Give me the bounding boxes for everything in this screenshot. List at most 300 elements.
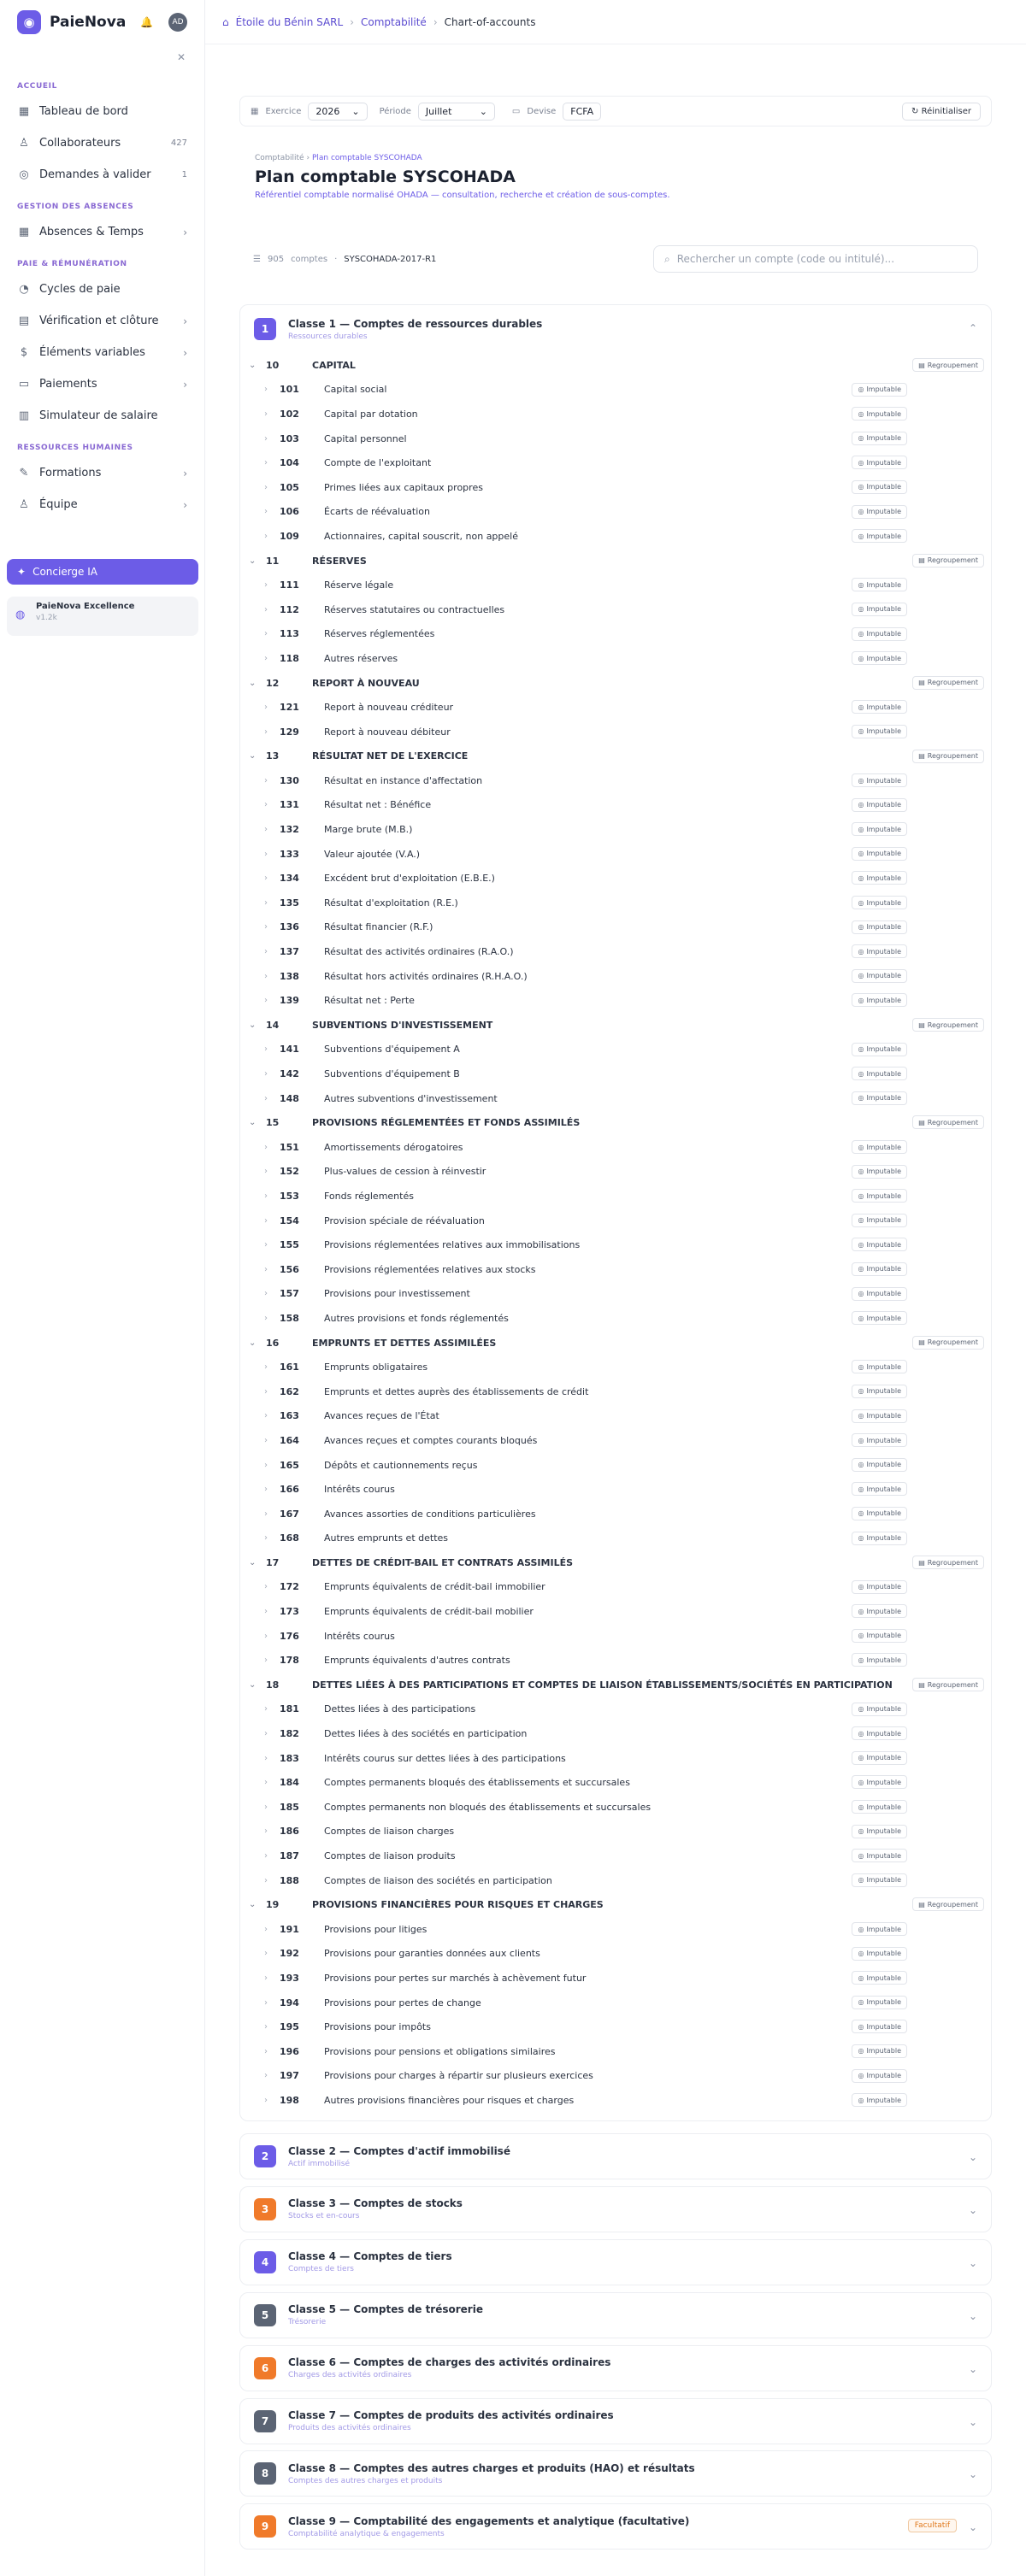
account-code: 134	[280, 873, 299, 885]
account-row[interactable]	[240, 891, 991, 915]
account-label: Provisions pour charges à répartir sur plusieurs exercices	[324, 2070, 593, 2082]
chevron-down-icon[interactable]: ⌄	[968, 2521, 977, 2534]
chevron-right-icon[interactable]: ›	[264, 1851, 268, 1861]
account-row[interactable]	[240, 1038, 991, 1062]
account-group[interactable]	[240, 1013, 991, 1038]
exercice-label: Exercice	[265, 106, 302, 116]
sidebar-section-title: ACCUEIL	[17, 82, 57, 91]
chevron-down-icon[interactable]: ⌄	[249, 1020, 256, 1030]
brand-version: v1.2k	[36, 614, 57, 622]
account-row[interactable]	[240, 524, 991, 549]
account-code: 193	[280, 1972, 299, 1984]
imputable-label: Imputable	[866, 580, 901, 589]
check-circle-icon: ◎	[858, 2047, 864, 2056]
chevron-right-icon[interactable]: ›	[264, 1704, 268, 1714]
account-count: 905	[267, 254, 285, 264]
chevron-down-icon[interactable]: ⌄	[249, 751, 256, 762]
account-row[interactable]	[240, 1721, 991, 1746]
class-header[interactable]	[240, 2134, 991, 2179]
account-row[interactable]	[240, 1844, 991, 1868]
class-title: Classe 5 — Comptes de trésorerie	[288, 2303, 483, 2316]
account-row[interactable]	[240, 402, 991, 426]
chevron-right-icon[interactable]: ›	[264, 1264, 268, 1274]
chevron-down-icon[interactable]: ⌄	[968, 2362, 977, 2375]
chevron-right-icon[interactable]: ›	[264, 1386, 268, 1397]
account-code: 168	[280, 1532, 299, 1544]
account-row[interactable]	[240, 1086, 991, 1111]
chevron-right-icon[interactable]: ›	[264, 1826, 268, 1837]
account-code: 172	[280, 1581, 299, 1593]
account-group[interactable]	[240, 671, 991, 696]
imputable-label: Imputable	[866, 434, 901, 443]
sidebar	[0, 0, 205, 2576]
class-header[interactable]	[240, 2346, 991, 2391]
imputable-badge	[852, 2044, 907, 2058]
account-row[interactable]	[240, 2014, 991, 2039]
chevron-right-icon[interactable]: ›	[264, 1607, 268, 1617]
chevron-right-icon[interactable]: ›	[264, 996, 268, 1006]
account-label: Réserves réglementées	[324, 628, 435, 640]
class-subtitle: Comptes de tiers	[288, 2265, 354, 2274]
sidebar-item[interactable]	[0, 368, 204, 400]
account-row[interactable]	[240, 1404, 991, 1429]
check-circle-icon: ◎	[858, 1950, 864, 1958]
account-row[interactable]	[240, 2064, 991, 2089]
sidebar-item[interactable]	[0, 400, 204, 432]
imputable-label: Imputable	[866, 1240, 901, 1249]
account-row[interactable]	[240, 1575, 991, 1600]
account-row[interactable]	[240, 1868, 991, 1893]
imputable-label: Imputable	[866, 727, 901, 736]
group-code: 16	[266, 1337, 280, 1349]
imputable-badge	[852, 1067, 907, 1080]
class-header[interactable]	[240, 2504, 991, 2549]
sidebar-item[interactable]	[0, 216, 204, 248]
pin-row	[0, 44, 204, 70]
chevron-right-icon[interactable]: ›	[264, 1362, 268, 1373]
account-row[interactable]	[240, 720, 991, 744]
chevron-down-icon[interactable]: ⌄	[968, 2309, 977, 2322]
class-badge: 2	[254, 2145, 276, 2167]
chevron-right-icon[interactable]: ›	[264, 825, 268, 835]
exercice-select[interactable]	[308, 103, 367, 121]
breadcrumb-org[interactable]: Étoile du Bénin SARL	[235, 15, 344, 28]
chevron-right-icon[interactable]: ›	[264, 1924, 268, 1934]
account-row[interactable]	[240, 1795, 991, 1820]
chevron-right-icon: ›	[183, 498, 187, 511]
chevron-right-icon[interactable]: ›	[264, 703, 268, 713]
chevron-down-icon[interactable]: ⌄	[968, 2468, 977, 2481]
account-row[interactable]	[240, 1820, 991, 1844]
regroupement-badge	[912, 1336, 984, 1350]
sidebar-item[interactable]	[0, 127, 204, 159]
chevron-down-icon[interactable]: ⌄	[968, 2203, 977, 2216]
chevron-right-icon[interactable]: ›	[264, 1069, 268, 1079]
account-row[interactable]	[240, 695, 991, 720]
chevron-down-icon[interactable]: ⌄	[249, 1679, 256, 1690]
account-label: Résultat en instance d'affectation	[324, 774, 483, 786]
imputable-badge	[852, 1604, 907, 1618]
account-code: 167	[280, 1508, 299, 1520]
account-row[interactable]	[240, 866, 991, 891]
account-row[interactable]	[240, 1697, 991, 1722]
chevron-right-icon[interactable]: ›	[264, 1460, 268, 1470]
chevron-right-icon[interactable]: ›	[264, 1802, 268, 1812]
chevron-right-icon[interactable]: ›	[264, 385, 268, 395]
chevron-right-icon[interactable]: ›	[264, 1729, 268, 1739]
check-circle-icon: ◎	[858, 508, 864, 516]
imputable-badge	[852, 2069, 907, 2083]
calculator-icon: ▥	[18, 409, 30, 422]
folder-icon: ▤	[918, 1558, 925, 1567]
chevron-right-icon[interactable]: ›	[264, 1093, 268, 1103]
account-row[interactable]	[240, 1991, 991, 2015]
sidebar-item[interactable]	[0, 337, 204, 368]
chevron-down-icon[interactable]: ⌄	[249, 360, 256, 370]
account-row[interactable]	[240, 597, 991, 622]
home-icon[interactable]: ⌂	[222, 15, 229, 28]
account-row[interactable]	[240, 1477, 991, 1502]
account-group[interactable]	[240, 744, 991, 769]
account-row[interactable]	[240, 1379, 991, 1404]
account-row[interactable]	[240, 1502, 991, 1526]
chevron-right-icon[interactable]: ›	[264, 1240, 268, 1250]
account-row[interactable]	[240, 646, 991, 671]
chevron-right-icon[interactable]: ›	[264, 653, 268, 663]
check-circle-icon: ◎	[858, 580, 864, 589]
account-row[interactable]	[240, 2088, 991, 2113]
account-row[interactable]	[240, 1428, 991, 1453]
breadcrumb-section[interactable]: Comptabilité	[361, 15, 427, 28]
devise-select[interactable]	[563, 103, 601, 121]
chevron-down-icon[interactable]: ⌄	[249, 1900, 256, 1910]
class-header[interactable]	[240, 2399, 991, 2444]
chevron-down-icon[interactable]: ⌄	[968, 2256, 977, 2269]
sidebar-item-label: Cycles de paie	[39, 283, 121, 296]
account-row[interactable]	[240, 1160, 991, 1185]
account-row[interactable]	[240, 1135, 991, 1160]
chevron-down-icon[interactable]: ⌄	[968, 2415, 977, 2428]
account-label: Valeur ajoutée (V.A.)	[324, 848, 421, 860]
account-row[interactable]	[240, 915, 991, 940]
chevron-right-icon[interactable]: ›	[264, 1533, 268, 1544]
account-row[interactable]	[240, 450, 991, 475]
account-row[interactable]	[240, 1306, 991, 1331]
chevron-right-icon[interactable]: ›	[264, 897, 268, 908]
chevron-right-icon[interactable]: ›	[264, 1753, 268, 1763]
account-row[interactable]	[240, 1282, 991, 1307]
chevron-right-icon[interactable]: ›	[264, 849, 268, 859]
account-row[interactable]	[240, 1257, 991, 1282]
class-badge: 4	[254, 2251, 276, 2273]
chevron-down-icon[interactable]: ⌄	[968, 2151, 977, 2163]
periode-select[interactable]	[418, 103, 495, 121]
chevron-right-icon[interactable]: ›	[264, 458, 268, 468]
imputable-label: Imputable	[866, 1827, 901, 1836]
regroupement-label: Regroupement	[927, 1680, 978, 1689]
sidebar-item-label: Formations	[39, 467, 102, 479]
chevron-right-icon[interactable]: ›	[264, 1215, 268, 1226]
account-row[interactable]	[240, 1232, 991, 1257]
account-label: Excédent brut d'exploitation (E.B.E.)	[324, 873, 495, 885]
class-subtitle: Actif immobilisé	[288, 2159, 350, 2168]
account-row[interactable]	[240, 475, 991, 500]
avatar[interactable]: AD	[168, 13, 187, 32]
account-label: Report à nouveau créditeur	[324, 702, 454, 714]
chevron-right-icon[interactable]: ›	[264, 1631, 268, 1641]
bell-icon[interactable]: 🔔	[140, 16, 153, 28]
imputable-label: Imputable	[866, 2096, 901, 2104]
account-row[interactable]	[240, 793, 991, 818]
chevron-right-icon[interactable]: ›	[264, 800, 268, 810]
imputable-badge	[852, 1825, 907, 1838]
account-label: Écarts de réévaluation	[324, 506, 430, 518]
account-code: 139	[280, 995, 299, 1007]
chevron-right-icon[interactable]: ›	[264, 1289, 268, 1299]
account-group[interactable]	[240, 1673, 991, 1697]
account-row[interactable]	[240, 1966, 991, 1991]
imputable-label: Imputable	[866, 801, 901, 809]
account-count-label: comptes	[291, 254, 328, 264]
account-row[interactable]	[240, 1184, 991, 1209]
imputable-badge	[852, 1214, 907, 1227]
check-circle-icon: ◎	[858, 605, 864, 614]
chevron-right-icon[interactable]: ›	[264, 2046, 268, 2056]
chevron-right-icon[interactable]: ›	[264, 1656, 268, 1666]
imputable-badge	[852, 1189, 907, 1203]
account-row[interactable]	[240, 426, 991, 451]
imputable-label: Imputable	[866, 898, 901, 907]
sidebar-item[interactable]	[0, 159, 204, 191]
chevron-down-icon[interactable]: ⌄	[249, 1557, 256, 1567]
account-row[interactable]	[240, 988, 991, 1013]
imputable-badge	[852, 603, 907, 616]
chevron-right-icon[interactable]: ›	[264, 580, 268, 591]
check-circle-icon: ◎	[858, 776, 864, 785]
sidebar-item[interactable]	[0, 489, 204, 520]
account-row[interactable]	[240, 500, 991, 525]
page-subtitle: Référentiel comptable normalisé OHADA — consultation, recherche et création de sous-comptes.	[255, 191, 670, 200]
imputable-label: Imputable	[866, 1632, 901, 1640]
account-code: 198	[280, 2094, 299, 2106]
class-1-card	[239, 304, 992, 2121]
sidebar-item[interactable]	[0, 96, 204, 127]
account-row[interactable]	[240, 1770, 991, 1795]
check-circle-icon: ◎	[858, 1216, 864, 1225]
imputable-label: Imputable	[866, 1876, 901, 1885]
account-group[interactable]	[240, 1550, 991, 1575]
account-code: 191	[280, 1923, 299, 1935]
account-code: 136	[280, 921, 299, 933]
account-row[interactable]	[240, 768, 991, 793]
account-row[interactable]	[240, 1599, 991, 1624]
chevron-right-icon[interactable]: ›	[264, 1875, 268, 1885]
account-row[interactable]	[240, 939, 991, 964]
refresh-icon: ↻	[911, 106, 919, 116]
account-label: Résultat net : Bénéfice	[324, 799, 432, 811]
class-card	[239, 2503, 992, 2550]
chevron-right-icon[interactable]: ›	[264, 507, 268, 517]
periode-value: Juillet	[425, 105, 452, 117]
account-label: Avances assorties de conditions particulières	[324, 1508, 536, 1520]
toolbar	[239, 243, 992, 275]
class-header[interactable]	[240, 2451, 991, 2496]
class-badge: 9	[254, 2515, 276, 2538]
logo-row	[0, 0, 204, 44]
account-row[interactable]	[240, 964, 991, 989]
account-row[interactable]	[240, 1062, 991, 1086]
imputable-label: Imputable	[866, 1998, 901, 2007]
account-group[interactable]	[240, 1110, 991, 1135]
account-row[interactable]	[240, 1526, 991, 1551]
imputable-badge	[852, 1849, 907, 1862]
account-row[interactable]	[240, 1942, 991, 1967]
chevron-right-icon[interactable]: ›	[264, 1044, 268, 1055]
account-label: Capital personnel	[324, 432, 407, 444]
account-row[interactable]	[240, 1746, 991, 1771]
account-code: 158	[280, 1312, 299, 1324]
chevron-right-icon[interactable]: ›	[264, 775, 268, 785]
check-circle-icon: ◎	[858, 1412, 864, 1420]
chevron-right-icon: ›	[350, 15, 355, 28]
imputable-label: Imputable	[866, 703, 901, 711]
check-circle-icon: ◎	[858, 385, 864, 394]
nav-count: 427	[170, 138, 187, 148]
account-row[interactable]	[240, 1917, 991, 1942]
chevron-down-icon[interactable]: ⌄	[249, 556, 256, 566]
account-row[interactable]	[240, 622, 991, 647]
account-label: Provisions pour garanties données aux clients	[324, 1948, 540, 1960]
chevron-right-icon[interactable]: ›	[264, 1313, 268, 1323]
chevron-right-icon[interactable]: ›	[264, 1949, 268, 1959]
imputable-badge	[852, 1726, 907, 1740]
class-header[interactable]	[240, 2187, 991, 2232]
chevron-right-icon[interactable]: ›	[264, 726, 268, 737]
sidebar-item[interactable]	[0, 457, 204, 489]
account-row[interactable]	[240, 1648, 991, 1673]
chevron-right-icon[interactable]: ›	[264, 2095, 268, 2105]
chevron-right-icon[interactable]: ›	[264, 971, 268, 981]
chevron-right-icon[interactable]: ›	[264, 1997, 268, 2008]
account-group[interactable]	[240, 1892, 991, 1917]
chevron-right-icon[interactable]: ›	[264, 947, 268, 957]
concierge-button[interactable]	[7, 559, 198, 585]
account-group[interactable]	[240, 549, 991, 573]
check-circle-icon: ◎	[858, 630, 864, 638]
check-circle-icon: ◎	[858, 1045, 864, 1054]
check-circle-icon: ◎	[858, 1656, 864, 1664]
account-row[interactable]	[240, 1453, 991, 1478]
account-code: 118	[280, 652, 299, 664]
chevron-right-icon[interactable]: ›	[264, 604, 268, 615]
chevron-right-icon[interactable]: ›	[264, 482, 268, 492]
account-label: Provisions réglementées relatives aux immobilisations	[324, 1239, 581, 1251]
imputable-label: Imputable	[866, 1778, 901, 1786]
account-row[interactable]	[240, 573, 991, 597]
account-row[interactable]	[240, 378, 991, 403]
chevron-right-icon[interactable]: ›	[264, 922, 268, 932]
account-row[interactable]	[240, 817, 991, 842]
chevron-right-icon[interactable]: ›	[264, 1411, 268, 1421]
search-input[interactable]	[653, 245, 978, 273]
chevron-right-icon[interactable]: ›	[264, 1485, 268, 1495]
chevron-down-icon[interactable]: ⌄	[249, 678, 256, 688]
chevron-right-icon: ›	[183, 378, 187, 391]
account-row[interactable]	[240, 2039, 991, 2064]
chevron-right-icon[interactable]: ›	[264, 1582, 268, 1592]
chevron-right-icon[interactable]: ›	[264, 873, 268, 884]
chevron-right-icon[interactable]: ›	[264, 1973, 268, 1983]
group-code: 12	[266, 677, 280, 689]
class-1-header[interactable]	[240, 305, 991, 353]
account-label: Subventions d'équipement B	[324, 1068, 460, 1080]
chevron-right-icon[interactable]: ›	[264, 1191, 268, 1201]
account-row[interactable]	[240, 1624, 991, 1649]
chevron-right-icon[interactable]: ›	[264, 1435, 268, 1445]
account-label: Provisions réglementées relatives aux stocks	[324, 1263, 536, 1275]
chevron-down-icon[interactable]: ⌄	[249, 1338, 256, 1348]
chevron-right-icon[interactable]: ›	[264, 531, 268, 541]
check-circle-icon: ◎	[858, 1143, 864, 1151]
check-circle-icon: ◎	[858, 434, 864, 443]
imputable-label: Imputable	[866, 825, 901, 833]
class-header[interactable]	[240, 2293, 991, 2338]
class-subtitle: Stocks et en-cours	[288, 2212, 360, 2221]
group-label: PROVISIONS RÉGLEMENTÉES ET FONDS ASSIMILÉS	[312, 1117, 581, 1129]
account-row[interactable]	[240, 842, 991, 867]
account-row[interactable]	[240, 1209, 991, 1233]
reset-button[interactable]	[902, 103, 981, 121]
sidebar-item[interactable]	[0, 305, 204, 337]
chevron-right-icon[interactable]: ›	[264, 433, 268, 444]
brand-card[interactable]	[7, 597, 198, 636]
chevron-down-icon[interactable]: ⌄	[249, 1118, 256, 1128]
chevron-right-icon[interactable]: ›	[264, 1778, 268, 1788]
account-code: 192	[280, 1948, 299, 1960]
account-label: Emprunts équivalents d'autres contrats	[324, 1655, 510, 1667]
group-label: REPORT À NOUVEAU	[312, 677, 420, 689]
chevron-right-icon[interactable]: ›	[264, 409, 268, 419]
account-row[interactable]	[240, 1355, 991, 1379]
check-circle-icon: ◎	[858, 1461, 864, 1469]
header-bc1[interactable]: Comptabilité	[255, 154, 304, 162]
imputable-badge	[852, 1532, 907, 1545]
class-badge: 1	[254, 318, 276, 340]
pin-icon[interactable]: ✕	[176, 51, 186, 63]
account-code: 142	[280, 1068, 299, 1080]
sidebar-item[interactable]	[0, 273, 204, 305]
check-circle-icon: ◎	[858, 2096, 864, 2104]
chevron-right-icon: ›	[433, 15, 438, 28]
dot-separator: ·	[334, 254, 338, 264]
imputable-badge	[852, 456, 907, 469]
chevron-right-icon[interactable]: ›	[264, 1509, 268, 1519]
periode-label: Période	[379, 106, 411, 116]
chevron-right-icon[interactable]: ›	[264, 2071, 268, 2081]
chevron-up-icon[interactable]: ⌃	[968, 322, 977, 334]
chevron-right-icon[interactable]: ›	[264, 1167, 268, 1177]
class-header[interactable]	[240, 2240, 991, 2285]
imputable-badge	[852, 578, 907, 591]
imputable-badge	[852, 432, 907, 445]
imputable-badge	[852, 1091, 907, 1105]
chevron-right-icon[interactable]: ›	[264, 629, 268, 639]
chevron-right-icon[interactable]: ›	[264, 1142, 268, 1152]
app-name: PaieNova	[50, 14, 127, 31]
account-group[interactable]	[240, 1331, 991, 1356]
chevron-right-icon[interactable]: ›	[264, 2022, 268, 2032]
account-group[interactable]	[240, 353, 991, 378]
